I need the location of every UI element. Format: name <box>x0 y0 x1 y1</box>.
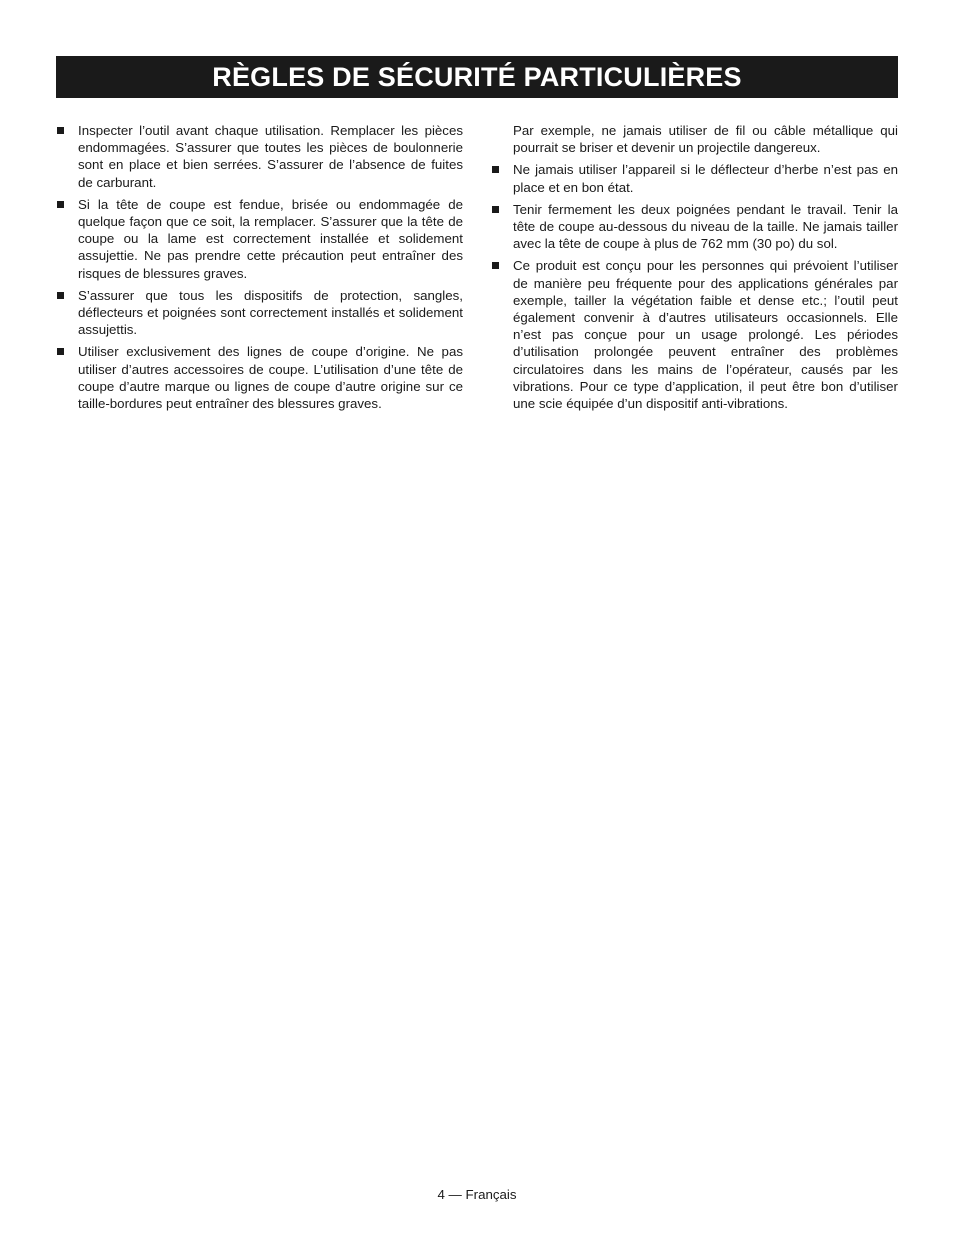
title-banner <box>56 56 898 98</box>
left-column <box>56 122 463 417</box>
safety-rule-item <box>491 161 898 195</box>
safety-rule-text: S’assurer que tous les dispositifs de protection, sangles, déflecteurs et poignées sont correctement installés et solidement assujettis. <box>78 287 463 338</box>
square-bullet-icon <box>492 206 499 213</box>
square-bullet-icon <box>57 292 64 299</box>
square-bullet-icon <box>492 166 499 173</box>
page-footer: 4 — Français <box>437 1187 517 1202</box>
square-bullet-icon <box>492 262 499 269</box>
continued-rule-text: Par exemple, ne jamais utiliser de fil ou câble métallique qui pourrait se briser et devenir un projectile dangereux. <box>513 123 898 156</box>
safety-rule-text: Inspecter l’outil avant chaque utilisation. Remplacer les pièces endommagées. S’assurer que toutes les pièces de boulonnerie sont en place et bien serrées. S’assurer de l’absence de fuites de carburant. <box>78 123 463 190</box>
safety-rule-item <box>56 196 463 282</box>
safety-rule-text: Ne jamais utiliser l’appareil si le déflecteur d’herbe n’est pas en place et en bon état. <box>513 162 898 195</box>
safety-rule-item <box>56 287 463 339</box>
safety-rule-item <box>56 343 463 412</box>
safety-rule-text: Utiliser exclusivement des lignes de coupe d’origine. Ne pas utiliser d’autres accessoires de coupe. L’utilisation d’une tête de coupe d’autre marque ou lignes de coupe d’autre origine sur ce taille-bordures peut entraîner des blessures graves. <box>78 344 463 412</box>
safety-rule-text: Tenir fermement les deux poignées pendant le travail. Tenir la tête de coupe au-dessous du niveau de la taille. Ne jamais tailler avec la tête de coupe à plus de 762 mm (30 po) du sol. <box>513 201 898 252</box>
safety-rule-item <box>56 122 463 191</box>
safety-rule-text: Si la tête de coupe est fendue, brisée ou endommagée de quelque façon que ce soit, la remplacer. S’assurer que la tête de coupe ou la lame est correctement installée et solidement assujettie. Ne pas prendre cette précaution peut entraîner des risques de blessures graves. <box>78 196 463 281</box>
page-title: RÈGLES DE SÉCURITÉ PARTICULIÈRES <box>212 61 742 92</box>
square-bullet-icon <box>57 348 64 355</box>
square-bullet-icon <box>57 127 64 134</box>
safety-rule-item <box>491 257 898 412</box>
safety-rule-text: Ce produit est conçu pour les personnes qui prévoient l’utiliser de manière peu fréquente pour des applications générales par exemple, tailler la végétation faible et dense etc.; l’outil peut également convenir à d’autres utilisateurs occasionnels. Elle n’est pas conçue pour un usage prolongé. Les périodes d’utilisation prolongée peuvent entraîner des problèmes circulatoires dans les mains de l’opérateur, causés par les vibrations. Pour ce type d’application, il peut être bon d’utiliser une scie équipée d’un dispositif anti-vibrations. <box>513 258 898 412</box>
safety-rule-item <box>491 201 898 253</box>
right-column <box>491 122 898 417</box>
square-bullet-icon <box>57 201 64 208</box>
